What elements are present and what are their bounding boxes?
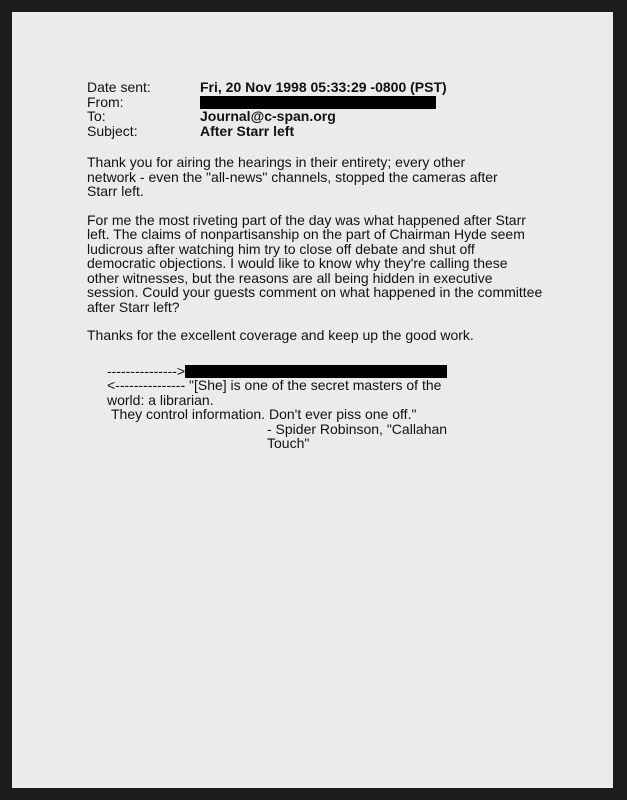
subject-label: Subject:: [87, 122, 138, 139]
subject-value: After Starr left: [200, 122, 295, 139]
body-paragraph-3: Thanks for the excellent coverage and keep up the good work.: [87, 327, 474, 343]
subject-row: [87, 124, 587, 139]
signature-line-1: [107, 364, 587, 379]
signature-attribution-1: - Spider Robinson, "Callahan: [267, 420, 448, 437]
to-label: To:: [87, 108, 106, 124]
email-header: [87, 80, 587, 138]
body-paragraph-1: Thank you for airing the hearings in their entirety; every other network - even the "all-news" channels, stopped the cameras after Starr left.: [87, 154, 498, 199]
email-signature: [87, 364, 587, 451]
from-redaction: [200, 96, 436, 109]
date-label: Date sent:: [87, 79, 151, 95]
body-paragraph-2: For me the most riveting part of the day was what happened after Starr left. The claims of nonpartisanship on the part of Chairman Hyde seem ludicrous after watching him try to close off debate and shut off democratic objections. I would like to know why they're calling these other witnesses, but the reasons are all being hidden in executive session. Could your guests comment on what happened in the committee after Starr left?: [87, 211, 543, 315]
signature-line-2: <--------------- "[She] is one of the secret masters of the: [107, 377, 442, 393]
date-value: Fri, 20 Nov 1998 05:33:29 -0800 (PST): [200, 79, 447, 95]
signature-redaction: [185, 365, 447, 378]
document-page: [12, 12, 613, 788]
to-row: [87, 109, 587, 124]
signature-line-4: They control information. Don't ever piss one off.": [111, 406, 417, 422]
to-value: Journal@c-span.org: [200, 108, 336, 124]
signature-arrow: --------------->: [107, 362, 186, 379]
signature-line-3: world: a librarian.: [107, 391, 214, 408]
from-label: From:: [87, 93, 124, 110]
signature-attribution-2: Touch": [267, 435, 310, 451]
from-row: [87, 95, 587, 110]
date-row: [87, 80, 587, 95]
email-printout: [87, 80, 587, 451]
